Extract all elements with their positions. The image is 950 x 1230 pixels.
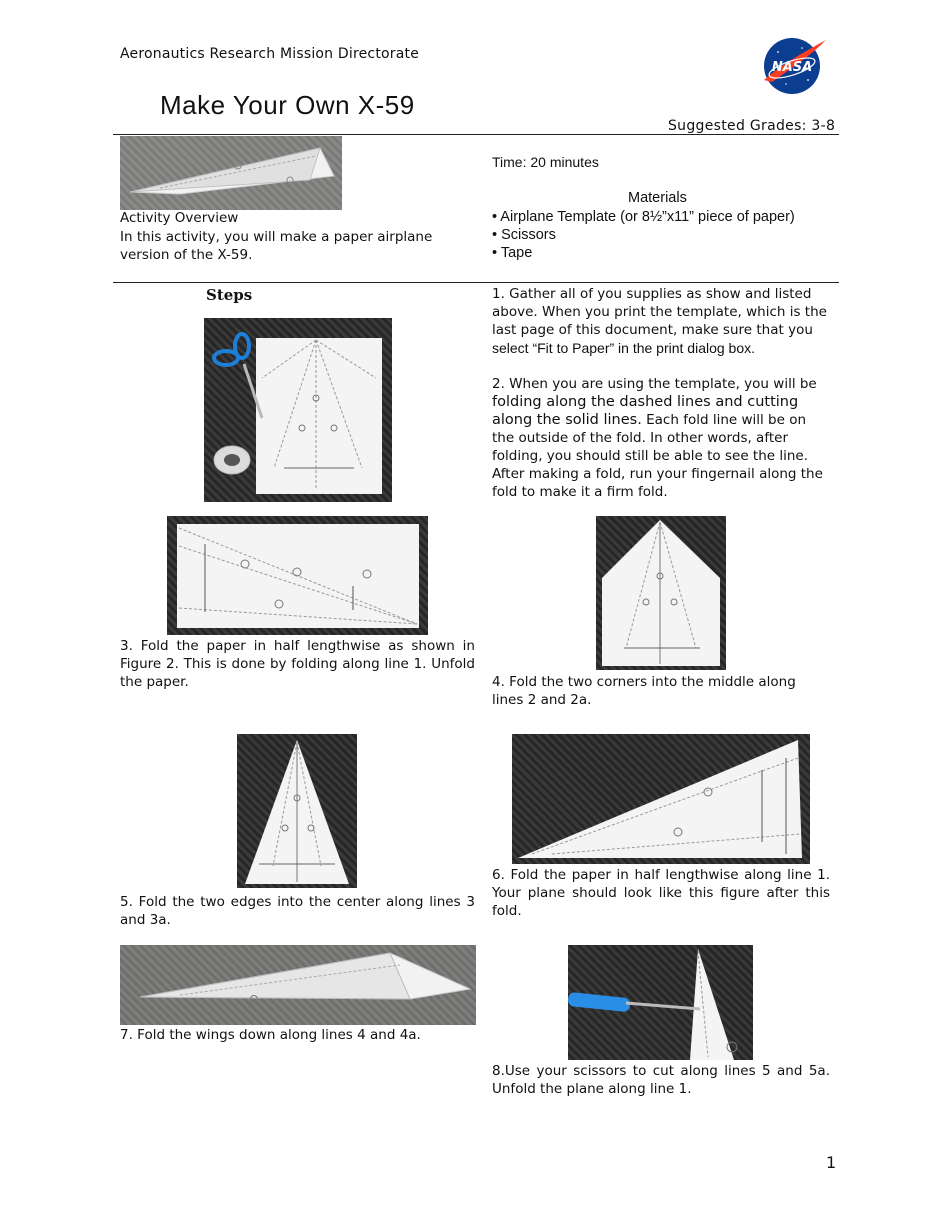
step-8: 8.Use your scissors to cut along lines 5 and 5a. Unfold the plane along line 1. (492, 1063, 830, 1097)
step-2-text-a: 2. When you are using the template, you will be (492, 376, 817, 392)
supplies-photo (204, 318, 392, 502)
step-6: 6. Fold the paper in half lengthwise along line 1. Your plane should look like this figure after this fold. (492, 867, 830, 919)
materials-list (492, 208, 795, 262)
wings-down-photo (120, 945, 476, 1025)
activity-overview-title: Activity Overview (120, 210, 239, 226)
steps-heading: Steps (206, 286, 253, 304)
materials-title: Materials (628, 190, 687, 206)
nasa-logo-text: NASA (771, 60, 813, 75)
fold-lengthwise-photo (167, 516, 428, 635)
time-label: Time: 20 minutes (492, 154, 599, 170)
page-title: Make Your Own X-59 (160, 90, 415, 120)
step-4: 4. Fold the two corners into the middle along lines 2 and 2a. (492, 674, 796, 708)
step-2-text-c: Each fold line will be on the outside of the fold. In other words, after folding, you should still be able to see the line. After making a fold, run your fingernail along the fold to make it a firm fold. (492, 412, 823, 500)
page-number: 1 (826, 1153, 837, 1172)
step-1 (492, 285, 830, 358)
activity-overview-text: In this activity, you will make a paper airplane version of the X-59. (120, 229, 433, 263)
material-item: • Airplane Template (or 8½”x11” piece of paper) (492, 209, 795, 225)
material-item: • Tape (492, 245, 533, 261)
step-7: 7. Fold the wings down along lines 4 and 4a. (120, 1027, 421, 1043)
material-item: • Scissors (492, 227, 556, 243)
directorate-label: Aeronautics Research Mission Directorate (120, 46, 420, 62)
step-1-print-note: select “Fit to Paper” in the print dialog box. (492, 340, 756, 356)
header-divider (113, 134, 839, 135)
half-fold-photo (512, 734, 810, 864)
step-2 (492, 375, 830, 501)
finished-plane-photo (120, 136, 342, 210)
edges-fold-photo (237, 734, 357, 888)
step-5: 5. Fold the two edges into the center along lines 3 and 3a. (120, 894, 475, 928)
step-2-emphasis: folding along the dashed lines and cutting along the solid lines. (492, 394, 799, 428)
step-3: 3. Fold the paper in half lengthwise as shown in Figure 2. This is done by folding along line 1. Unfold the paper. (120, 638, 475, 690)
suggested-grades: Suggested Grades: 3-8 (668, 118, 836, 134)
step-1-text: 1. Gather all of you supplies as show and listed above. When you print the template, which is the last page of this document, make sure that you (492, 286, 827, 338)
nasa-logo (758, 34, 830, 102)
corners-fold-photo (596, 516, 726, 670)
cut-lines-photo (568, 945, 753, 1060)
section-divider (113, 282, 839, 283)
